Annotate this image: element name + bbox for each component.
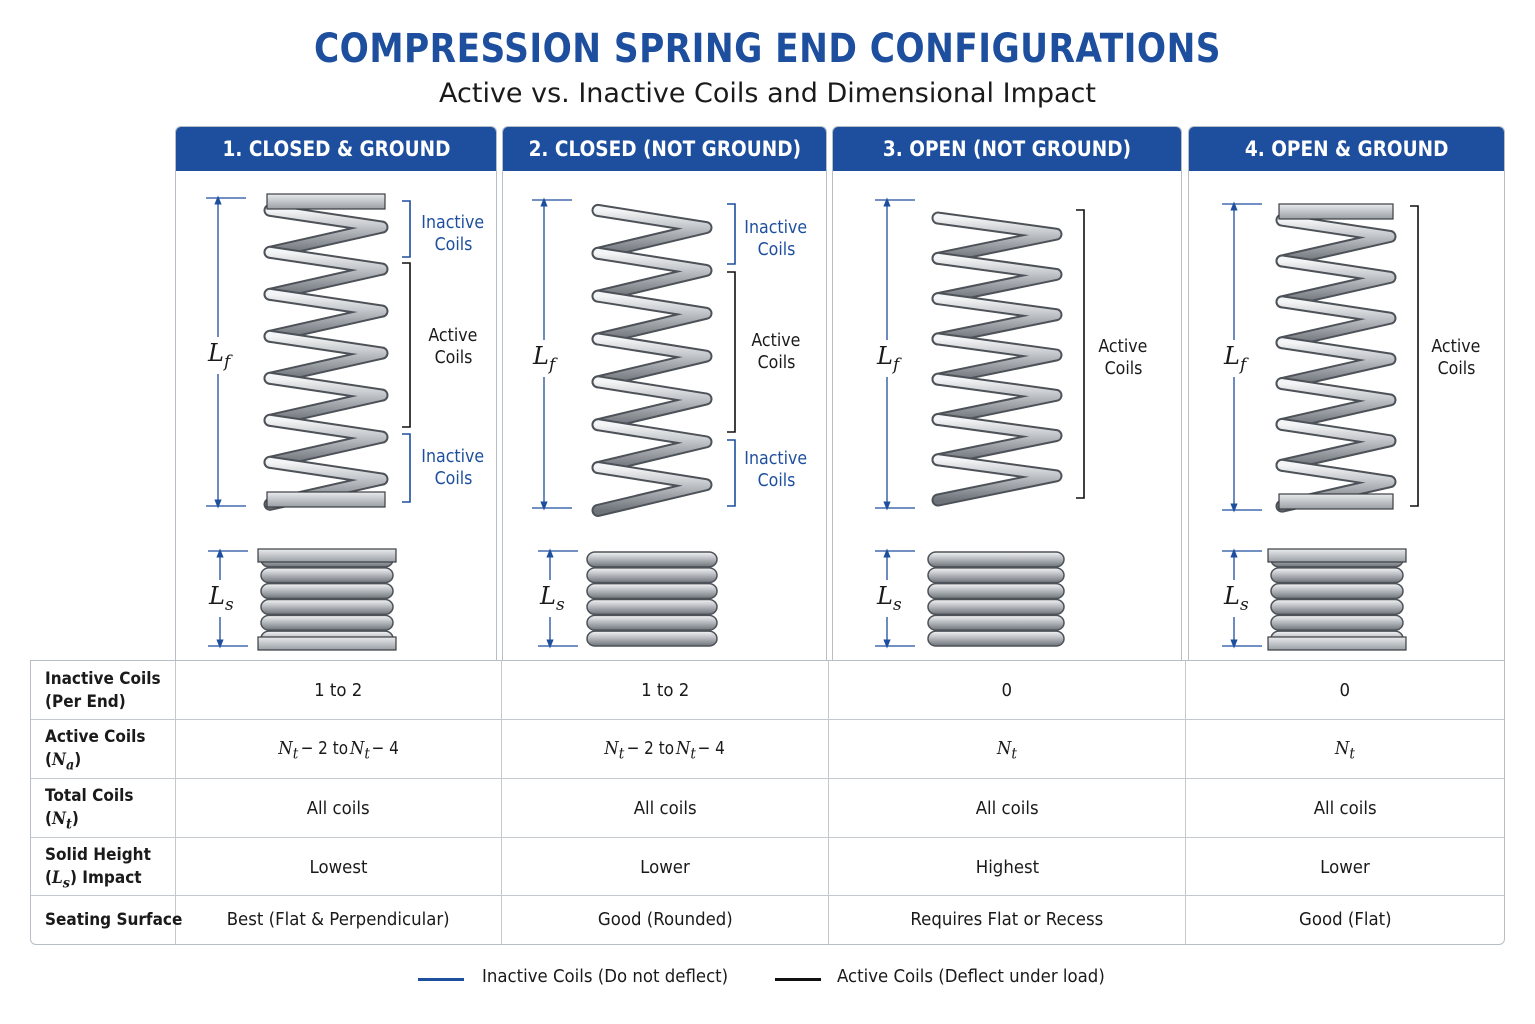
spring-closed-not-ground (598, 210, 706, 510)
label-active-coils: Active Coils (428, 325, 478, 368)
solid-coil (261, 584, 393, 599)
label-active-coils: Active Coils (1098, 336, 1148, 379)
label-inactive-coils: Inactive Coils (421, 446, 485, 489)
solid-coil (1271, 584, 1403, 599)
solid-plate-bottom (258, 637, 396, 650)
label-inactive-coils: Inactive Coils (744, 448, 808, 491)
solid-length-symbol: $L_s$ (877, 582, 902, 615)
row-label-solid: Solid Height $(L_s)$ Impact (45, 845, 151, 892)
row-label-line: (Per End) (45, 692, 126, 712)
symbol-l: L (52, 868, 63, 888)
panel-header-label: 4. OPEN & GROUND (1244, 137, 1449, 161)
row-divider (31, 719, 1504, 720)
cell-inactive: 1 to 2 (314, 680, 363, 701)
ground-plate-bottom (267, 492, 385, 507)
row-label-line: Inactive Coils (45, 669, 161, 689)
free-length-symbol: $L_f$ (877, 342, 900, 375)
symbol-n: N (52, 750, 66, 770)
cell-seating: Good (Flat) (1298, 909, 1392, 930)
row-divider (31, 778, 1504, 779)
solid-coil (261, 600, 393, 615)
solid-spring-closed-ground (258, 549, 396, 650)
solid-coil (928, 584, 1064, 599)
solid-coil (1271, 600, 1403, 615)
solid-coil (587, 552, 717, 567)
row-label-line: Total Coils (45, 786, 134, 806)
page-subtitle: Active vs. Inactive Coils and Dimensional Impact (439, 78, 1096, 109)
row-label-inactive (45, 668, 173, 714)
free-length-symbol: $L_f$ (208, 339, 231, 372)
spring-closed-ground (267, 194, 385, 507)
solid-plate-top (258, 549, 396, 562)
row-label-line: Active Coils (45, 727, 146, 747)
cell-total: All coils (1313, 798, 1377, 819)
solid-spring-open-ground (1268, 549, 1406, 650)
solid-coil (587, 615, 717, 630)
cell-seating: Good (Rounded) (597, 909, 733, 930)
cell-solid: Lower (1320, 857, 1370, 878)
cell-active: $N_t$ (1334, 738, 1356, 763)
cell-solid: Lower (640, 857, 690, 878)
solid-coil (928, 552, 1064, 567)
symbol-n: N (52, 809, 66, 829)
panel-header-label: 2. CLOSED (NOT GROUND) (528, 137, 801, 161)
spring-open-not-ground (938, 218, 1056, 500)
solid-coil (587, 600, 717, 615)
legend-inactive: Inactive Coils (Do not deflect) (482, 966, 729, 987)
free-length-symbol: $L_f$ (533, 342, 556, 375)
cell-solid: Highest (975, 857, 1039, 878)
row-label-line: Seating Surface (45, 910, 183, 930)
row-label-seating (45, 909, 198, 932)
solid-length-symbol: $L_s$ (1224, 582, 1249, 615)
solid-coil (587, 631, 717, 646)
cell-total: All coils (633, 798, 697, 819)
solid-coil (928, 615, 1064, 630)
comparison-table (30, 660, 1505, 945)
legend-inactive-swatch (418, 978, 464, 981)
row-label-line: Solid Height (45, 845, 151, 865)
cell-inactive: 1 to 2 (640, 680, 690, 701)
solid-coil (261, 568, 393, 583)
solid-plate-bottom (1268, 637, 1406, 650)
row-label-total: Total Coils $(N_t)$ (45, 786, 134, 833)
label-active-coils: Active Coils (1431, 336, 1481, 379)
symbol-sub-s: s (62, 875, 70, 892)
solid-coil (587, 568, 717, 583)
cell-total: All coils (307, 798, 370, 819)
cell-active: $N_t$ (996, 738, 1018, 763)
label-inactive-coils: Inactive Coils (744, 217, 808, 260)
cell-inactive: 0 (1001, 680, 1013, 701)
solid-coil (1271, 615, 1403, 630)
symbol-sub-t: t (65, 816, 72, 833)
panel-header-label: 1. CLOSED & GROUND (222, 137, 450, 161)
ground-plate-top (267, 194, 385, 209)
solid-length-symbol: $L_s$ (540, 582, 565, 615)
cell-solid: Lowest (309, 857, 368, 878)
solid-spring-closed-not-ground (587, 552, 717, 646)
label-inactive-coils: Inactive Coils (421, 212, 485, 255)
solid-plate-top (1268, 549, 1406, 562)
solid-coil (928, 600, 1064, 615)
solid-coil (587, 584, 717, 599)
row-divider (31, 895, 1504, 896)
cell-seating: Requires Flat or Recess (910, 909, 1104, 930)
panel-header-label: 3. OPEN (NOT GROUND) (882, 137, 1132, 161)
row-divider (31, 837, 1504, 838)
page-title: COMPRESSION SPRING END CONFIGURATIONS (313, 26, 1222, 72)
solid-coil (928, 631, 1064, 646)
solid-spring-open-not-ground (928, 552, 1064, 646)
solid-coil (928, 568, 1064, 583)
cell-total: All coils (975, 798, 1039, 819)
cell-inactive: 0 (1339, 680, 1351, 701)
symbol-sub-a: a (65, 757, 75, 774)
cell-seating: Best (Flat & Perpendicular) (227, 909, 450, 930)
legend-active: Active Coils (Deflect under load) (837, 966, 1105, 987)
solid-coil (261, 615, 393, 630)
row-label-line: Impact (82, 868, 142, 888)
cell-active: $N_t- 2$ toN$_t$− 4 (604, 738, 725, 763)
legend-active-swatch (775, 978, 821, 981)
solid-length-symbol: $L_s$ (209, 582, 234, 615)
solid-coil (1271, 568, 1403, 583)
label-active-coils: Active Coils (751, 330, 801, 373)
spring-open-ground (1279, 204, 1393, 509)
ground-plate-bottom (1279, 494, 1393, 509)
cell-active: $N_t- 2$ toN$_t$− 4 (277, 738, 398, 763)
free-length-symbol: $L_f$ (1224, 342, 1247, 375)
row-label-active: Active Coils $(N_a)$ (45, 727, 146, 774)
ground-plate-top (1279, 204, 1393, 219)
